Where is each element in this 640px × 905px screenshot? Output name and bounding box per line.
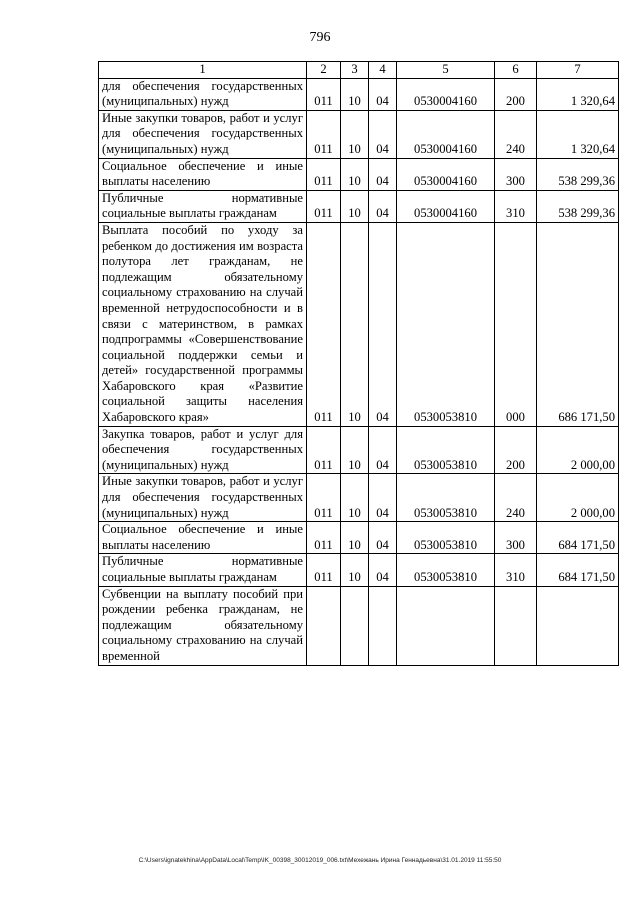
row-subsection-code: 04 xyxy=(369,78,397,110)
row-section-code: 10 xyxy=(341,158,369,190)
row-expense-type: 000 xyxy=(495,222,537,426)
row-target-article: 0530053810 xyxy=(397,554,495,586)
row-subsection-code: 04 xyxy=(369,110,397,158)
col-header-7: 7 xyxy=(537,62,619,79)
row-amount: 1 320,64 xyxy=(537,78,619,110)
row-amount: 686 171,50 xyxy=(537,222,619,426)
table-row xyxy=(99,222,619,426)
row-description: Публичные нормативные социальные выплаты гражданам xyxy=(99,190,307,222)
row-section-code: 10 xyxy=(341,110,369,158)
header-row xyxy=(99,62,619,79)
row-section-code: 10 xyxy=(341,554,369,586)
row-description: для обеспечения государственных (муниципальных) нужд xyxy=(99,78,307,110)
row-ministry-code: 011 xyxy=(307,554,341,586)
row-ministry-code: 011 xyxy=(307,426,341,474)
row-amount: 2 000,00 xyxy=(537,426,619,474)
row-amount: 684 171,50 xyxy=(537,522,619,554)
page-number: 796 xyxy=(309,30,331,45)
table-row xyxy=(99,586,619,665)
row-target-article: 0530053810 xyxy=(397,522,495,554)
row-subsection-code: 04 xyxy=(369,554,397,586)
row-expense-type: 200 xyxy=(495,78,537,110)
row-section-code xyxy=(341,586,369,665)
row-ministry-code: 011 xyxy=(307,78,341,110)
table-row xyxy=(99,158,619,190)
row-amount xyxy=(537,586,619,665)
row-description: Иные закупки товаров, работ и услуг для обеспечения государственных (муниципальных) нужд xyxy=(99,110,307,158)
row-target-article: 0530053810 xyxy=(397,426,495,474)
row-expense-type: 200 xyxy=(495,426,537,474)
col-header-3: 3 xyxy=(341,62,369,79)
row-amount: 538 299,36 xyxy=(537,190,619,222)
row-ministry-code: 011 xyxy=(307,190,341,222)
row-expense-type: 240 xyxy=(495,110,537,158)
row-amount: 538 299,36 xyxy=(537,158,619,190)
row-target-article: 0530053810 xyxy=(397,474,495,522)
row-section-code: 10 xyxy=(341,426,369,474)
row-target-article: 0530004160 xyxy=(397,78,495,110)
table-row xyxy=(99,522,619,554)
row-ministry-code: 011 xyxy=(307,158,341,190)
row-subsection-code: 04 xyxy=(369,158,397,190)
row-subsection-code: 04 xyxy=(369,522,397,554)
row-subsection-code: 04 xyxy=(369,190,397,222)
row-target-article: 0530004160 xyxy=(397,158,495,190)
row-expense-type: 300 xyxy=(495,158,537,190)
row-expense-type xyxy=(495,586,537,665)
col-header-4: 4 xyxy=(369,62,397,79)
row-ministry-code: 011 xyxy=(307,474,341,522)
row-amount: 1 320,64 xyxy=(537,110,619,158)
row-subsection-code: 04 xyxy=(369,426,397,474)
table-row xyxy=(99,554,619,586)
table-row xyxy=(99,474,619,522)
row-description: Иные закупки товаров, работ и услуг для обеспечения государственных (муниципальных) нужд xyxy=(99,474,307,522)
row-section-code: 10 xyxy=(341,522,369,554)
row-section-code: 10 xyxy=(341,78,369,110)
row-description: Субвенции на выплату пособий при рождении ребенка гражданам, не подлежащим обязательному социальному страхованию на случай временной xyxy=(99,586,307,665)
row-amount: 2 000,00 xyxy=(537,474,619,522)
row-description: Выплата пособий по уходу за ребенком до достижения им возраста полутора лет гражданам, не подлежащим обязательному социальному страхованию на случай временной нетрудоспособности и в связи с материнством, в рамках подпрограммы «Совершенствование социальной поддержки семьи и детей» государственной программы Хабаровского края «Развитие социальной защиты населения Хабаровского края» xyxy=(99,222,307,426)
row-expense-type: 300 xyxy=(495,522,537,554)
row-expense-type: 310 xyxy=(495,554,537,586)
row-amount: 684 171,50 xyxy=(537,554,619,586)
row-subsection-code xyxy=(369,586,397,665)
row-ministry-code xyxy=(307,586,341,665)
row-ministry-code: 011 xyxy=(307,110,341,158)
row-subsection-code: 04 xyxy=(369,474,397,522)
row-expense-type: 240 xyxy=(495,474,537,522)
row-expense-type: 310 xyxy=(495,190,537,222)
row-ministry-code: 011 xyxy=(307,222,341,426)
row-section-code: 10 xyxy=(341,222,369,426)
col-header-6: 6 xyxy=(495,62,537,79)
row-target-article: 0530004160 xyxy=(397,190,495,222)
col-header-5: 5 xyxy=(397,62,495,79)
row-description: Публичные нормативные социальные выплаты гражданам xyxy=(99,554,307,586)
row-section-code: 10 xyxy=(341,190,369,222)
table-row xyxy=(99,110,619,158)
col-header-1: 1 xyxy=(99,62,307,79)
col-header-2: 2 xyxy=(307,62,341,79)
budget-table xyxy=(98,61,619,666)
row-section-code: 10 xyxy=(341,474,369,522)
row-ministry-code: 011 xyxy=(307,522,341,554)
row-subsection-code: 04 xyxy=(369,222,397,426)
row-target-article xyxy=(397,586,495,665)
row-target-article: 0530053810 xyxy=(397,222,495,426)
table-row xyxy=(99,190,619,222)
file-path-footer: C:\Users\ignatekhina\AppData\Local\Temp\IK_00398_30012019_006.txt\Мехежань Ирина Геннадьевна\31.01.2019 11:55:50 xyxy=(138,857,502,864)
row-description: Социальное обеспечение и иные выплаты населению xyxy=(99,522,307,554)
row-description: Закупка товаров, работ и услуг для обеспечения государственных (муниципальных) нужд xyxy=(99,426,307,474)
row-target-article: 0530004160 xyxy=(397,110,495,158)
table-row xyxy=(99,78,619,110)
table-row xyxy=(99,426,619,474)
row-description: Социальное обеспечение и иные выплаты населению xyxy=(99,158,307,190)
